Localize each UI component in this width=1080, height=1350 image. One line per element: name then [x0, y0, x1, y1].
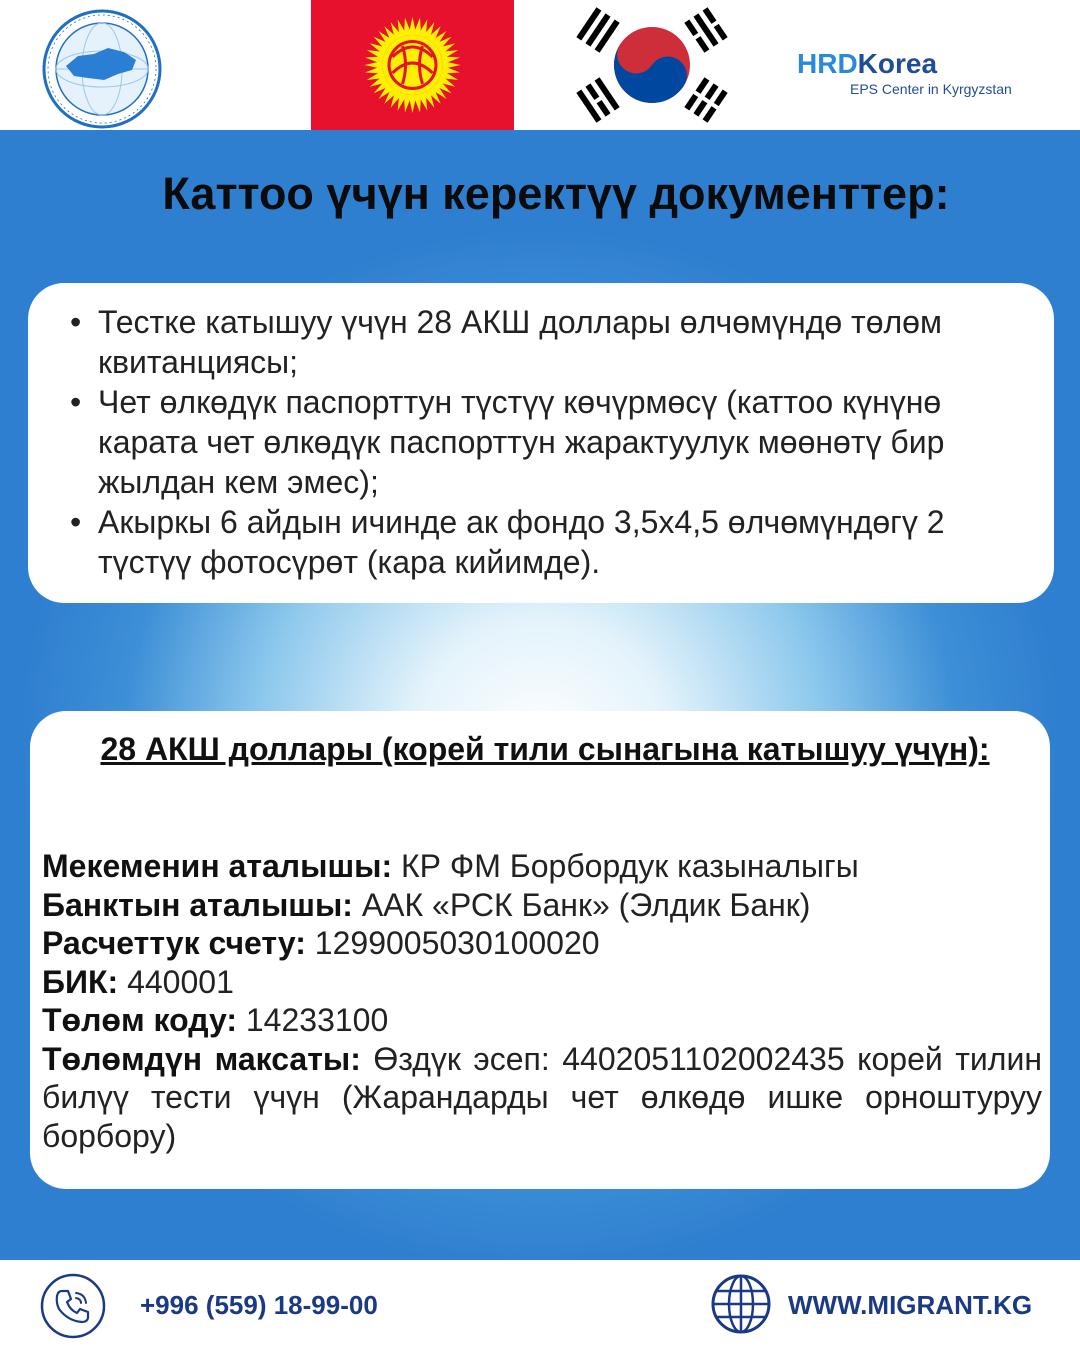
row-label: Банктын аталышы: — [42, 886, 353, 923]
hrd-subtitle: EPS Center in Kyrgyzstan — [850, 81, 1012, 97]
phone-icon — [40, 1273, 106, 1339]
payment-heading: 28 АКШ доллары (корей тили сынагына катышуу үчүн): — [100, 731, 990, 767]
row-label: Мекеменин аталышы: — [42, 848, 393, 884]
payment-row-bik — [42, 963, 1042, 1002]
row-value: Өздүк эсеп: 4402051102002435 корей тилин билүү тести үчүн (Жарандарды чет өлкөдө ишке орноштуруу борбору) — [42, 1040, 1043, 1154]
requirement-text: Чет өлкөдүк паспорттун түстүү көчүрмөсү (каттоо күнүнө карата чет өлкөдүк паспорттун жарактуулук мөөнөтү бир жылдан кем эмес); — [98, 384, 945, 500]
kyrgyzstan-flag-icon — [311, 0, 514, 130]
row-value: 14233100 — [236, 1002, 389, 1038]
globe-icon — [710, 1273, 772, 1335]
bullet-icon: • — [70, 304, 82, 340]
main-panel — [0, 130, 1080, 1260]
payment-row-institution — [42, 847, 1042, 886]
website-link[interactable]: WWW.MIGRANT.KG — [788, 1290, 1033, 1320]
row-value: 440001 — [118, 963, 234, 1000]
header — [0, 0, 1080, 130]
page-title: Каттоо үчүн керектүү документтер: — [162, 168, 950, 219]
south-korea-flag-icon — [568, 0, 736, 130]
bullet-icon: • — [70, 504, 82, 540]
payment-row-bank — [42, 886, 1042, 925]
row-label: Төлөм коду: — [42, 1002, 237, 1038]
hrd-text: HRD — [797, 48, 858, 79]
list-item — [70, 382, 1043, 502]
korea-text: Korea — [857, 48, 938, 79]
row-label: Төлөмдүн максаты: — [42, 1040, 361, 1077]
row-value: ААК «РСК Банк» (Элдик Банк) — [352, 886, 811, 923]
requirements-card — [28, 283, 1054, 603]
phone-number[interactable]: +996 (559) 18-99-00 — [140, 1290, 378, 1320]
payment-details — [42, 847, 1042, 1155]
hrd-korea-title — [797, 48, 937, 80]
row-value: КР ФМ Борбордук казыналыгы — [392, 848, 859, 884]
row-label: БИК: — [42, 963, 119, 1000]
payment-card — [30, 711, 1050, 1189]
payment-row-account — [42, 924, 1042, 963]
requirements-list — [70, 302, 1043, 582]
payment-row-code — [42, 1001, 1042, 1040]
bullet-icon: • — [70, 384, 82, 420]
list-item — [70, 502, 1043, 582]
migration-center-logo-icon — [38, 8, 166, 130]
row-value: 1299005030100020 — [305, 925, 600, 961]
hrd-korea-logo — [797, 48, 1057, 108]
requirement-text: Акыркы 6 айдын ичинде ак фондо 3,5х4,5 өлчөмүндөгү 2 түстүү фотосүрөт (кара кийимде). — [98, 504, 945, 580]
list-item — [70, 302, 1043, 382]
row-label: Расчеттук счету: — [42, 925, 306, 961]
requirement-text: Тестке катышуу үчүн 28 АКШ доллары өлчөмүндө төлөм квитанциясы; — [98, 304, 942, 380]
footer — [0, 1260, 1080, 1350]
payment-row-purpose — [42, 1040, 1042, 1156]
